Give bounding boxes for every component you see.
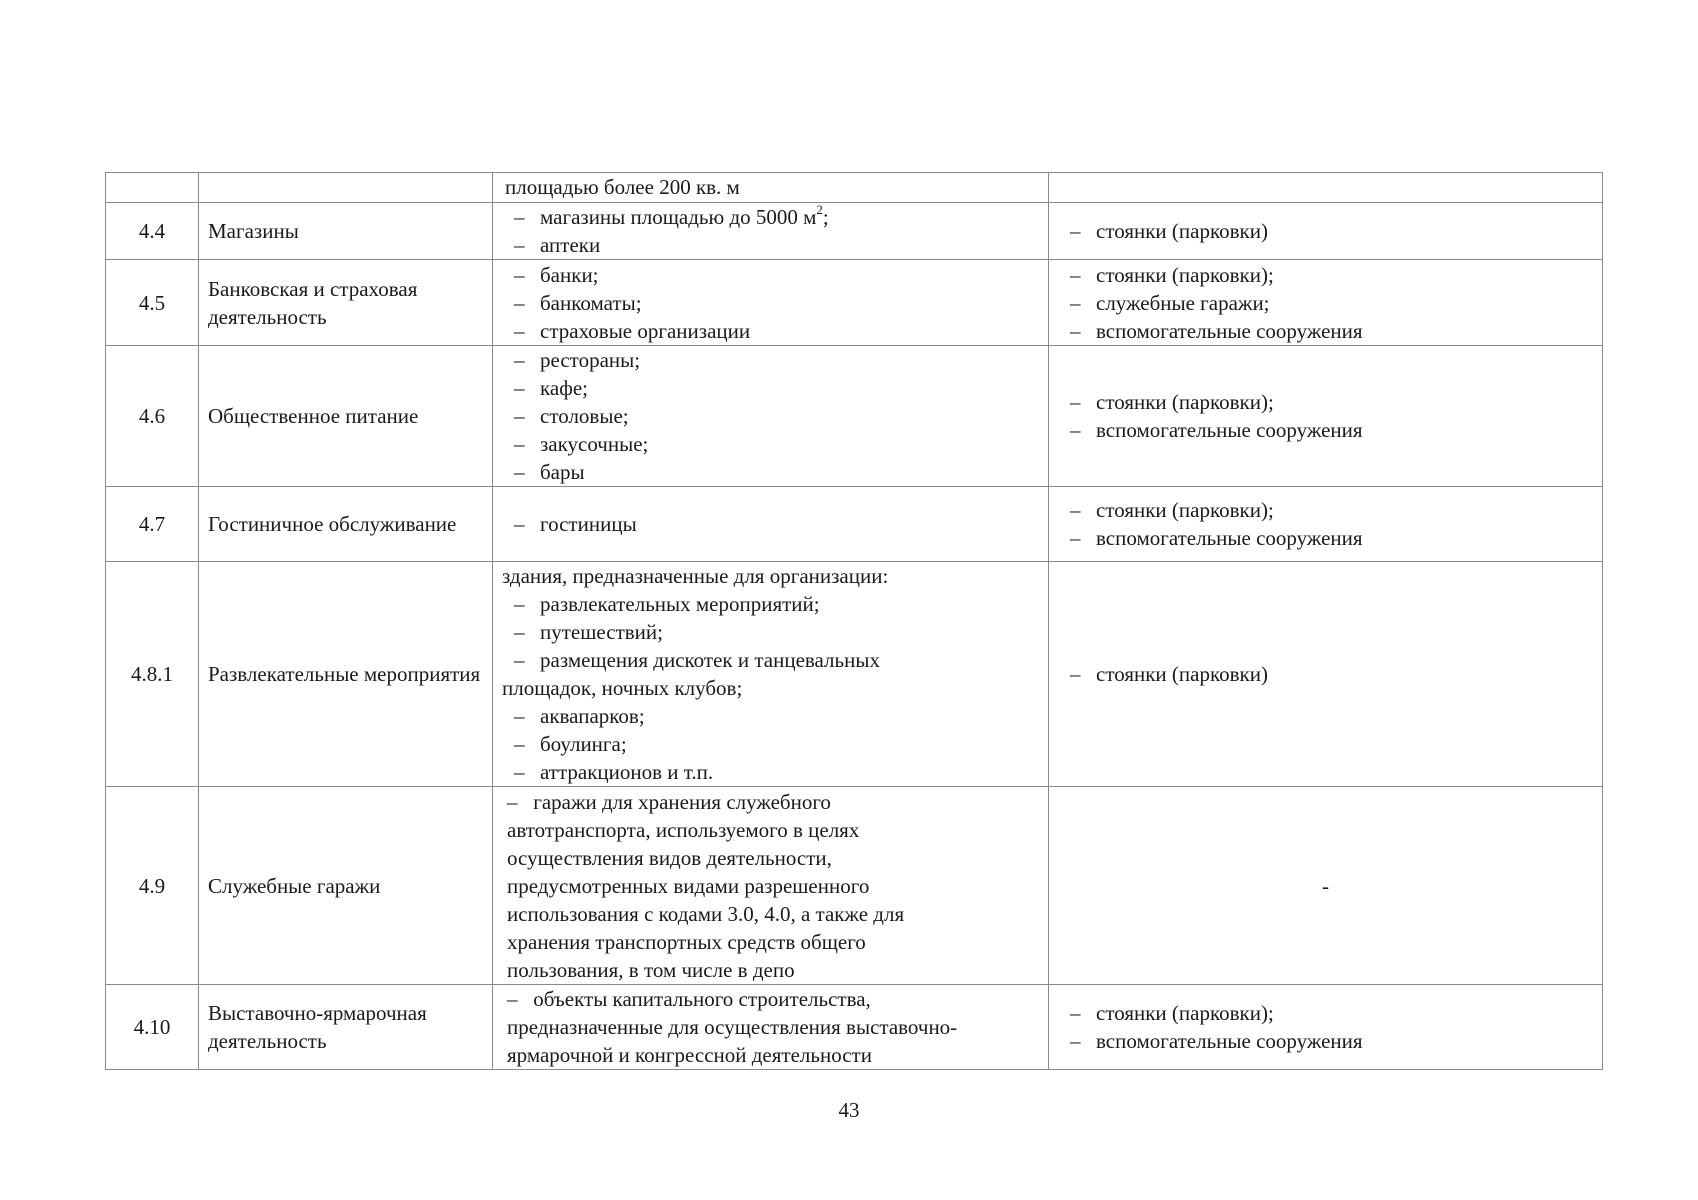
land-use-table <box>105 172 1603 1070</box>
list-item: – вспомогательные сооружения <box>1058 1027 1593 1055</box>
code-cell: 4.10 <box>106 985 199 1070</box>
aux-uses-cell <box>1049 173 1603 203</box>
aux-uses-cell <box>1049 346 1603 487</box>
table-row <box>106 787 1603 985</box>
table-row <box>106 173 1603 203</box>
list-item: – размещения дискотек и танцевальных <box>502 646 1039 674</box>
cell-text: предназначенные для осуществления выставочно- <box>507 1015 958 1039</box>
aux-uses-cell <box>1049 487 1603 562</box>
main-uses-cell <box>493 173 1049 203</box>
list-item: – кафе; <box>502 374 1039 402</box>
list-item: – вспомогательные сооружения <box>1058 416 1593 444</box>
name-cell: Магазины <box>199 203 493 260</box>
code-cell: 4.4 <box>106 203 199 260</box>
table-row <box>106 203 1603 260</box>
table-row <box>106 346 1603 487</box>
table-row <box>106 562 1603 787</box>
main-uses-cell <box>493 203 1049 260</box>
list-item: – гостиницы <box>502 510 1039 538</box>
list-item: – аквапарков; <box>502 702 1039 730</box>
main-uses-cell <box>493 346 1049 487</box>
code-cell: 4.7 <box>106 487 199 562</box>
list-item: – развлекательных мероприятий; <box>502 590 1039 618</box>
list-intro: здания, предназначенные для организации: <box>502 564 889 588</box>
main-uses-cell <box>493 787 1049 985</box>
list-item: – аптеки <box>502 231 1039 259</box>
list-item: – аттракционов и т.п. <box>502 758 1039 786</box>
name-cell: Банковская и страховая деятельность <box>199 260 493 346</box>
main-uses-cell <box>493 487 1049 562</box>
list-item: – столовые; <box>502 402 1039 430</box>
name-cell <box>199 173 493 203</box>
list-item: – служебные гаражи; <box>1058 289 1593 317</box>
list-item: – стоянки (парковки); <box>1058 388 1593 416</box>
list-item: – путешествий; <box>502 618 1039 646</box>
cell-text: пользования, в том числе в депо <box>507 957 795 982</box>
name-cell: Развлекательные мероприятия <box>199 562 493 787</box>
list-item: – стоянки (парковки); <box>1058 999 1593 1027</box>
list-item: – магазины площадью до 5000 $м^2$; <box>502 203 1039 231</box>
code-cell: 4.9 <box>106 787 199 985</box>
aux-uses-cell <box>1049 203 1603 260</box>
table-row <box>106 487 1603 562</box>
list-item: – стоянки (парковки) <box>1058 217 1593 245</box>
list-item: – стоянки (парковки); <box>1058 496 1593 524</box>
list-item: – банкоматы; <box>502 289 1039 317</box>
list-item: – рестораны; <box>502 346 1039 374</box>
page-number: 43 <box>838 1098 860 1122</box>
cell-text: хранения транспортных средств общего <box>507 929 866 954</box>
list-item: – стоянки (парковки); <box>1058 261 1593 289</box>
cell-text: осуществления видов деятельности, <box>507 845 832 870</box>
cell-text: предусмотренных видами разрешенного <box>507 873 870 898</box>
list-item: – бары <box>502 458 1039 486</box>
cell-text: площадью более 200 кв. м <box>505 175 740 199</box>
main-uses-cell <box>493 260 1049 346</box>
table-row <box>106 985 1603 1070</box>
list-item: – боулинга; <box>502 730 1039 758</box>
list-item: – объекты капитального строительства, <box>507 987 871 1011</box>
name-cell: Выставочно-ярмарочная деятельность <box>199 985 493 1070</box>
list-item: – страховые организации <box>502 317 1039 345</box>
code-cell: 4.8.1 <box>106 562 199 787</box>
name-cell: Служебные гаражи <box>199 787 493 985</box>
cell-text: автотранспорта, используемого в целях <box>507 817 860 842</box>
aux-uses-cell <box>1049 985 1603 1070</box>
list-item: – гаражи для хранения служебного <box>507 789 831 814</box>
list-item: – банки; <box>502 261 1039 289</box>
list-item: – стоянки (парковки) <box>1058 660 1593 688</box>
list-item-continuation: площадок, ночных клубов; <box>502 676 743 700</box>
aux-uses-cell: - <box>1049 787 1603 985</box>
main-uses-cell <box>493 562 1049 787</box>
list-item: – вспомогательные сооружения <box>1058 317 1593 345</box>
name-cell: Гостиничное обслуживание <box>199 487 493 562</box>
list-item: – вспомогательные сооружения <box>1058 524 1593 552</box>
code-cell: 4.5 <box>106 260 199 346</box>
code-cell: 4.6 <box>106 346 199 487</box>
name-cell: Общественное питание <box>199 346 493 487</box>
cell-text: использования с кодами 3.0, 4.0, а также для <box>507 901 905 926</box>
code-cell <box>106 173 199 203</box>
list-item: – закусочные; <box>502 430 1039 458</box>
main-uses-cell <box>493 985 1049 1070</box>
table-row <box>106 260 1603 346</box>
aux-uses-cell <box>1049 260 1603 346</box>
cell-text: ярмарочной и конгрессной деятельности <box>507 1043 872 1067</box>
aux-uses-cell <box>1049 562 1603 787</box>
